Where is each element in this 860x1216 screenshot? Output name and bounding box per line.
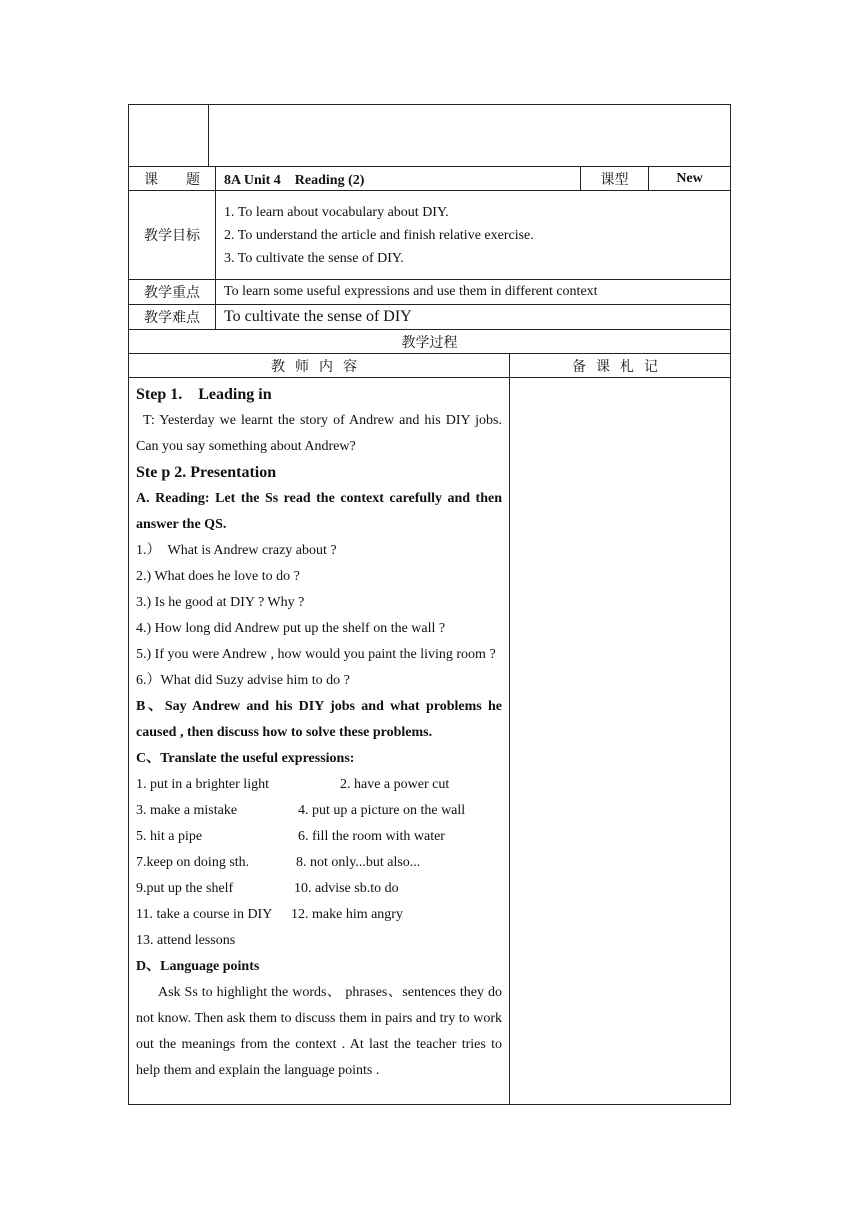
expression-item: 13. attend lessons	[136, 933, 236, 948]
expression-row	[136, 798, 502, 824]
blank-cell-left	[129, 105, 209, 167]
type-label: 课型	[581, 167, 649, 191]
objectives-list	[216, 191, 731, 280]
question-item: 1.） What is Andrew crazy about ?	[136, 543, 337, 558]
notes-column-header: 备课札记	[510, 354, 731, 378]
section-b-heading: B、Say Andrew and his DIY jobs and what problems he caused , then discuss how to solve these problems.	[136, 699, 502, 740]
question-item: 2.) What does he love to do ?	[136, 569, 300, 584]
expression-item: 6. fill the room with water	[298, 829, 445, 844]
section-c-heading: C、Translate the useful expressions:	[136, 751, 355, 766]
lesson-plan	[128, 104, 730, 1105]
process-title: 教学过程	[129, 330, 731, 354]
lesson-table	[128, 104, 731, 1105]
objective-item: 3. To cultivate the sense of DIY.	[224, 250, 404, 266]
difficulty-label: 教学难点	[129, 305, 216, 330]
focus-label: 教学重点	[129, 280, 216, 305]
step1-title: Step 1. Leading in	[136, 386, 272, 403]
objectives-row	[129, 191, 731, 280]
question-item: 3.) Is he good at DIY ? Why ?	[136, 595, 305, 610]
question-item: 4.) How long did Andrew put up the shelf on the wall ?	[136, 621, 446, 636]
objectives-label: 教学目标	[129, 191, 216, 280]
question-item: 5.) If you were Andrew , how would you paint the living room ?	[136, 647, 496, 662]
topic-row	[129, 167, 731, 191]
expression-row	[136, 824, 502, 850]
topic-label: 课 题	[129, 167, 216, 191]
process-title-row	[129, 330, 731, 354]
expression-item: 1. put in a brighter light	[136, 777, 269, 792]
difficulty-row	[129, 305, 731, 330]
expression-item: 5. hit a pipe	[136, 829, 203, 844]
step2-title: Ste p 2. Presentation	[136, 464, 277, 481]
step1-text: T: Yesterday we learnt the story of Andrew and his DIY jobs. Can you say something about Andrew?	[136, 413, 502, 454]
expression-item: 9.put up the shelf	[136, 881, 234, 896]
type-value: New	[649, 167, 731, 191]
section-a-heading: A. Reading: Let the Ss read the context carefully and then answer the QS.	[136, 491, 502, 532]
expression-row	[136, 902, 502, 928]
expression-row	[136, 772, 502, 798]
expression-item: 2. have a power cut	[340, 777, 450, 792]
difficulty-value: To cultivate the sense of DIY	[216, 305, 731, 330]
expression-item: 11. take a course in DIY	[136, 907, 273, 922]
expression-item: 3. make a mistake	[136, 803, 238, 818]
expression-row	[136, 876, 502, 902]
expression-item: 12. make him angry	[291, 907, 403, 922]
top-blank-row	[129, 105, 731, 167]
content-cell	[129, 378, 510, 1105]
question-item: 6.）What did Suzy advise him to do ?	[136, 673, 350, 688]
notes-cell	[510, 378, 731, 1105]
content-column-header: 教师内容	[129, 354, 510, 378]
section-d-text: Ask Ss to highlight the words、 phrases、sentences they do not know. Then ask them to discuss them in pairs and try to work out the meanings from the context . At last the teacher tries to help them and explain the language points .	[136, 985, 502, 1078]
objective-item: 2. To understand the article and finish relative exercise.	[224, 227, 534, 243]
objective-item: 1. To learn about vocabulary about DIY.	[224, 204, 449, 220]
topic-value: 8A Unit 4 Reading (2)	[216, 167, 581, 191]
process-body-row	[129, 378, 731, 1105]
expression-item: 4. put up a picture on the wall	[298, 803, 466, 818]
expression-item: 8. not only...but also...	[296, 855, 421, 870]
process-columns-row	[129, 354, 731, 378]
focus-row	[129, 280, 731, 305]
blank-cell-right	[209, 105, 731, 167]
expression-item: 10. advise sb.to do	[294, 881, 399, 896]
focus-value: To learn some useful expressions and use them in different context	[216, 280, 731, 305]
expression-row	[136, 850, 502, 876]
expression-item: 7.keep on doing sth.	[136, 855, 250, 870]
section-d-heading: D、Language points	[136, 959, 260, 974]
